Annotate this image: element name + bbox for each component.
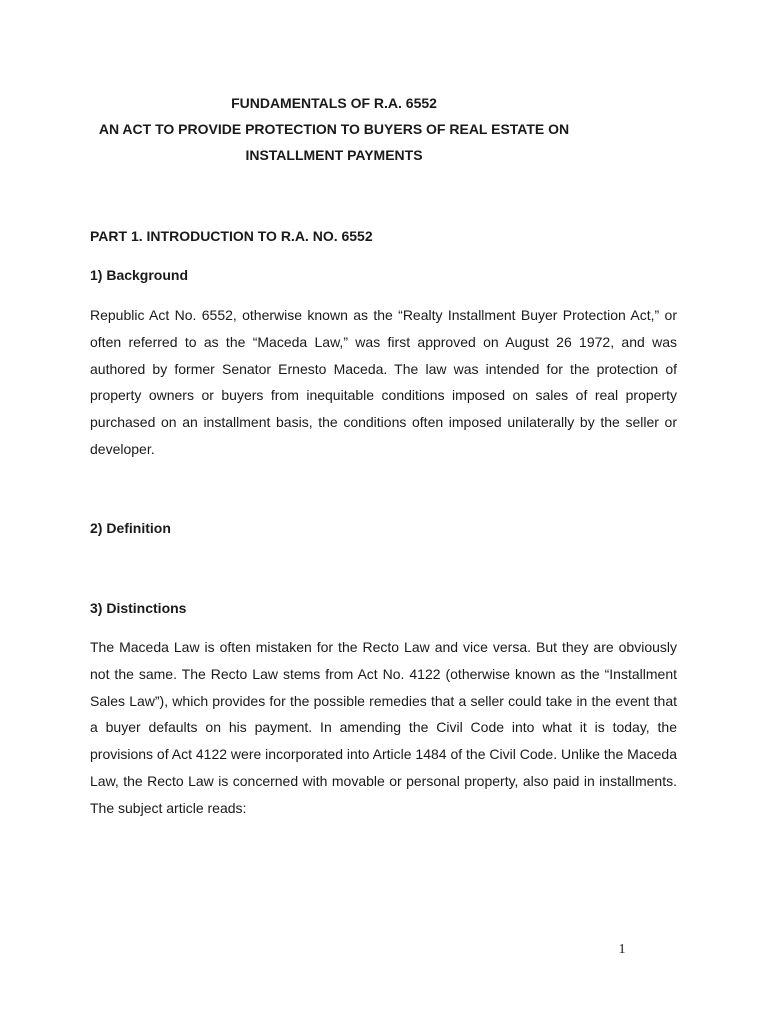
distinctions-paragraph: The Maceda Law is often mistaken for the Recto Law and vice versa. But they are obviously not the same. The Recto Law stems from Act No. 4122 (otherwise known as the “Installment Sales Law”), which provides for the possible remedies that a seller could take in the event that a buyer defaults on his payment. In amending the Civil Code into what it is today, the provisions of Act 4122 were incorporated into Article 1484 of the Civil Code. Unlike the Maceda Law, the Recto Law is concerned with movable or personal property, also paid in installments. The subject article reads: [90, 639, 677, 816]
document-title: FUNDAMENTALS OF R.A. 6552 [231, 95, 437, 111]
page-number: 1 [618, 942, 626, 957]
document-subtitle-line-1: AN ACT TO PROVIDE PROTECTION TO BUYERS OF REAL ESTATE ON [98, 121, 570, 137]
background-heading: 1) Background [90, 267, 189, 283]
definition-heading: 2) Definition [90, 520, 171, 536]
distinctions-heading: 3) Distinctions [90, 600, 187, 616]
document-subtitle-line-2: INSTALLMENT PAYMENTS [245, 147, 423, 163]
part-1-heading: PART 1. INTRODUCTION TO R.A. NO. 6552 [90, 228, 373, 244]
background-paragraph: Republic Act No. 6552, otherwise known as the “Realty Installment Buyer Protection Act,” or often referred to as the “Maceda Law,” was first approved on August 26 1972, and was authored by former Senator Ernesto Maceda. The law was intended for the protection of property owners or buyers from inequitable conditions imposed on sales of real property purchased on an installment basis, the conditions often imposed unilaterally by the seller or developer. [90, 307, 677, 457]
